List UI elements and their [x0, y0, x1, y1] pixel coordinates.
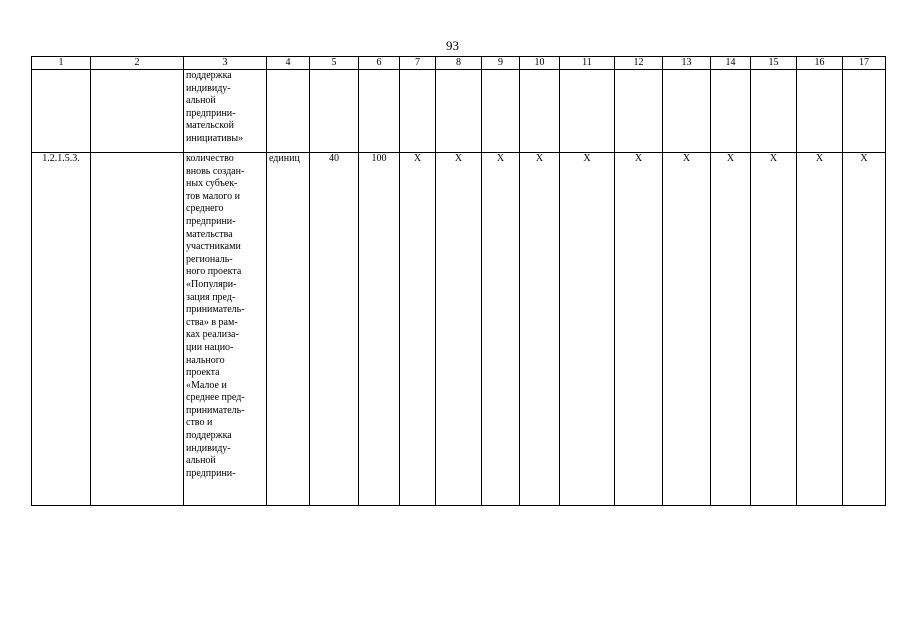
table-cell: [615, 70, 663, 153]
table-cell: [520, 70, 560, 153]
table-cell: [91, 153, 184, 506]
table-row: [32, 70, 886, 153]
column-header: 9: [482, 57, 520, 70]
value-cell: Х: [615, 153, 663, 506]
column-header: 15: [751, 57, 797, 70]
value-cell: Х: [711, 153, 751, 506]
table-cell: [560, 70, 615, 153]
table-cell: [359, 70, 400, 153]
table-cell: [843, 70, 886, 153]
indicator-name-cell: количество вновь создан- ных субъек- тов малого и среднего предприни- мательства участниками региональ- ного проекта «Популяри- зация пред- приниматель- ства» в рам- ках реализа- ции нацио- нального проекта «Малое и среднее пред- приниматель- ство и поддержка индивиду- альной предприни-: [184, 153, 267, 506]
column-header: 12: [615, 57, 663, 70]
table-cell: [400, 70, 436, 153]
value-cell: Х: [436, 153, 482, 506]
value-cell: Х: [400, 153, 436, 506]
column-number-row: [32, 57, 886, 70]
value-cell: 40: [310, 153, 359, 506]
column-header: 11: [560, 57, 615, 70]
column-header: 2: [91, 57, 184, 70]
column-header: 16: [797, 57, 843, 70]
table-cell: [663, 70, 711, 153]
row-number-cell: 1.2.1.5.3.: [32, 153, 91, 506]
column-header: 5: [310, 57, 359, 70]
value-cell: Х: [663, 153, 711, 506]
indicator-name-cell: поддержка индивиду- альной предприни- мательской инициативы»: [184, 70, 267, 153]
table-cell: [711, 70, 751, 153]
table-cell: [267, 70, 310, 153]
table-cell: [751, 70, 797, 153]
column-header: 8: [436, 57, 482, 70]
column-header: 14: [711, 57, 751, 70]
value-cell: Х: [482, 153, 520, 506]
indicator-table: [31, 56, 886, 506]
table-cell: [91, 70, 184, 153]
column-header: 6: [359, 57, 400, 70]
table-cell: [797, 70, 843, 153]
column-header: 4: [267, 57, 310, 70]
column-header: 17: [843, 57, 886, 70]
column-header: 7: [400, 57, 436, 70]
value-cell: Х: [843, 153, 886, 506]
unit-cell: единиц: [267, 153, 310, 506]
table-cell: [310, 70, 359, 153]
column-header: 13: [663, 57, 711, 70]
column-header: 10: [520, 57, 560, 70]
table-cell: [32, 70, 91, 153]
column-header: 1: [32, 57, 91, 70]
table-cell: [436, 70, 482, 153]
table-cell: [482, 70, 520, 153]
table-row: [32, 153, 886, 506]
value-cell: Х: [797, 153, 843, 506]
column-header: 3: [184, 57, 267, 70]
page-number: 93: [446, 38, 459, 53]
value-cell: Х: [520, 153, 560, 506]
value-cell: Х: [751, 153, 797, 506]
value-cell: Х: [560, 153, 615, 506]
value-cell: 100: [359, 153, 400, 506]
